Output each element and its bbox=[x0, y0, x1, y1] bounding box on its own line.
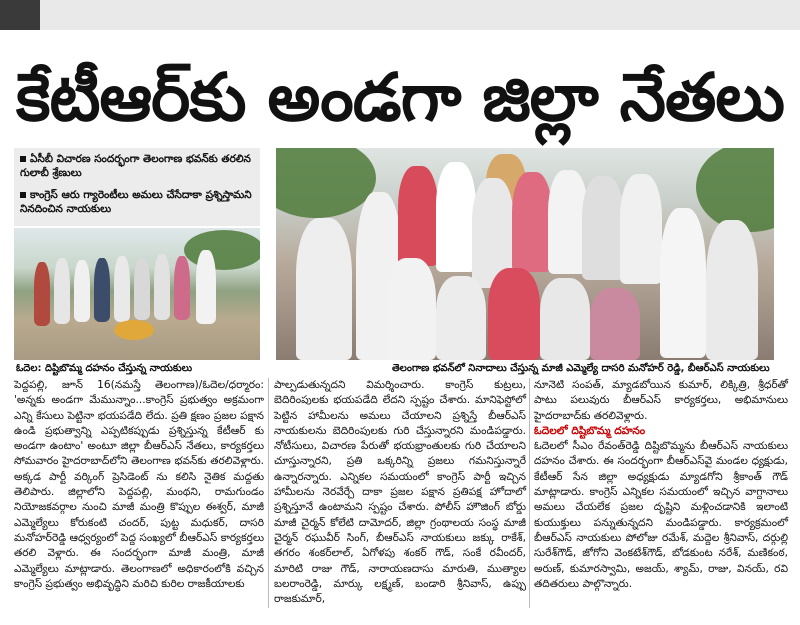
photo-telangana-bhavan bbox=[276, 148, 774, 360]
article-column-2: పాల్పడుతున్నదని విమర్శించారు. కాంగ్రెస్ కుట్రలు, బెదిరింపులకు భయపడేది లేదని స్పష్టం చేశారు. మానిఫెస్టోలో పెట్టిన హామీలను అమలు చేయాలని ప్రశ్నిస్తే బీఆర్ఎస్ నాయకులను బెదిరింపులకు గురి చేస్తున్నారని మండిపడ్డారు. నోటీసులు, విచారణ పేరుతో భయభ్రాంతులకు గురి చేయాలని చూస్తున్నారని, ప్రతి ఒక్కరిన్ని ప్రజలు గమనిస్తున్నారే ఉన్నారన్నారు. ఎన్నికల సమయంలో కాంగ్రెస్ పార్టీ ఇచ్చిన హామీలను నెరవేర్చే దాకా ప్రజల పక్షాన ప్రతిపక్ష హోదాలో ప్రశ్నిస్తూనే ఉంటామని స్పష్టం చేశారు. పోలీస్ హౌజింగ్ బోర్డు మాజీ చైర్మన్ కోలేటి దామోదర్, జిల్లా గ్రంథాలయ సంస్థ మాజీ చైర్మన్ రఘువీర్ సింగ్, బీఆర్ఎస్ నాయకులు జక్కు రాకేశ్, తగరం శంకర్‌లాల్, ఏగోళపు శంకర్ గౌడ్, సంకే రవీందర్, మారిటి రాజు గౌడ్, నారాయణదాసు మారుతి, ముత్యాల బలరాంరెడ్డి, మార్కు లక్ష్మణ్, బండారి శ్రీనివాస్, ఉప్పు రాజకుమార్, bbox=[274, 379, 526, 606]
photo-effigy-burning bbox=[14, 228, 260, 360]
highlight-text: కాంగ్రెస్ ఆరు గ్యారెంటీలు అమలు చేసేదాకా ప్రశ్నిస్తామని నినదించిన నాయకులు bbox=[20, 189, 252, 215]
photo-fire bbox=[114, 320, 154, 340]
photo-person bbox=[512, 172, 552, 272]
photo-person bbox=[620, 174, 662, 284]
photo-person bbox=[582, 176, 624, 280]
photo-person bbox=[34, 262, 50, 326]
subheading-effigy: ఓదెలలో దిష్టిబొమ్మ దహనం bbox=[534, 424, 646, 437]
photo-person bbox=[540, 278, 590, 360]
photo-person bbox=[114, 256, 130, 322]
photo-person bbox=[134, 258, 150, 320]
photo-person bbox=[54, 258, 70, 324]
photo-person bbox=[386, 258, 436, 360]
column-3-body: ఓదెలలో సీఎం రేవంత్‌రెడ్డి దిష్టిబొమ్మను బీఆర్ఎస్ నాయకులు దహనం చేశారు. ఈ సందర్భంగా బీఆర్ఎస్‌వై మండల ధ్యక్షుడు, కేటీఆర్ సేన జిల్లా అధ్యక్షుడు మ్యాడగోని శ్రీకాంత్ గౌడ్ మాట్లాడారు. కాంగ్రెస్ ఎన్నికల సమయంలో ఇచ్చిన వాగ్దానాలు అమలు చేయలేక ప్రజల దృష్టిని మళ్లించడానికి ఇలాంటి కుయుక్తులు పన్నుతున్నదని మండిపడ్డారు. కార్యక్రమంలో బీఆర్ఎస్ నాయకులు పోలోజు రమేశ్, మద్దెల శ్రీనివాస్, దర్గుల్లి సురేశ్‌గౌడ్, జోగోని వెంకటేశ్‌గౌడ్, బోడకుంట నరేశ్, మణికంఠ, అరుణ్, కుమారస్వామి, అజయ్, శ్యామ్, రాజు, వినయ్, రవి తదితరులు పాల్గొన్నారు. bbox=[534, 440, 788, 590]
top-strip bbox=[0, 0, 800, 38]
highlight-item bbox=[20, 152, 256, 180]
caption-main-photo: తెలంగాణ భవన్‌లో నినాదాలు చేస్తున్న మాజీ ఎమ్మెల్యే దాసరి మనోహర్ రెడ్డి, బీఆర్ఎస్ నాయకులు bbox=[388, 362, 774, 376]
photo-person bbox=[660, 208, 706, 358]
article-column-1: పెద్దపల్లి, జూన్ 16(నమస్తే తెలంగాణ)/ఓదెల/ధర్మారం: 'అన్నకు అండగా మేమున్నాం...కాంగ్రెస్ ప్రభుత్వం అక్రమంగా ఎన్ని కేసులు పెట్టినా భయపడేది లేదు. ప్రతి క్షణం ప్రజల పక్షాన ఉండి ప్రభుత్వాన్ని ఎప్పటికప్పుడు ప్రశ్నిస్తున్న కేటీఆర్ కు అండగా ఉంటాం' అంటూ జిల్లా బీఆర్ఎస్ నేతలు, కార్యకర్తలు సోమవారం హైదరాబాద్‌లోని తెలంగాణ భవన్‌కు తరలివెళ్లారు. అక్కడ పార్టీ వర్కింగ్ ప్రెసిడెంట్ ను కలిసి నైతిక మద్దతు తెలిపారు. జిల్లాలోని పెద్దపల్లి, మంథని, రామగుండం నియోజకవర్గాల నుంచి మాజీ మంత్రి కొప్పుల ఈశ్వర్, మాజీ ఎమ్మెల్యేలు కోరుకంటి చందర్, పుట్ట మధుకర్, దాసరి మనోహర్‌రెడ్డి ఆధ్వర్యంలో పెద్ద సంఖ్యలో బీఆర్ఎస్ కార్యకర్తలు తరలి వెళ్లారు. ఈ సందర్భంగా మాజీ మంత్రి, మాజీ ఎమ్మెల్యేలు మాట్లాడారు. తెలంగాణలో అధికారంలోకి వచ్చిన కాంగ్రెస్ ప్రభుత్వం అభివృద్ధిని మరిచి కురిల రాజకీయాలకు bbox=[14, 379, 264, 590]
photo-person bbox=[296, 218, 352, 360]
photo-person bbox=[196, 250, 216, 324]
column-divider bbox=[529, 378, 530, 608]
bullet-icon bbox=[20, 156, 26, 162]
headline: కేటీఆర్‌కు అండగా జిల్లా నేతలు bbox=[16, 59, 784, 136]
photo-tree bbox=[276, 148, 376, 218]
highlight-text: ఏసీబీ విచారణ సందర్భంగా తెలంగాణ భవన్‌కు తరలిన గులాబీ శ్రేణులు bbox=[20, 153, 251, 179]
photo-person bbox=[436, 162, 476, 272]
article-column-3 bbox=[534, 378, 788, 592]
caption-left-photo: ఓదెల: దిష్టిబొమ్మ దహనం చేస్తున్న నాయకులు bbox=[16, 363, 193, 374]
highlights-box bbox=[14, 148, 260, 226]
photo-tree bbox=[184, 230, 260, 270]
column-3-intro: నూనెటి సంపత్, మ్యాడబోయిన కుమార్, లిక్కిత్రి, శ్రీధర్‌తో పాటు పలువురు బీఆర్ఎస్ కార్యకర్తలు, అభిమానులు హైదరాబాద్‌కు తరలివెళ్లారు. bbox=[534, 379, 788, 422]
photo-person bbox=[488, 268, 540, 360]
photo-person bbox=[436, 276, 486, 360]
photo-person bbox=[74, 260, 90, 322]
highlight-item bbox=[20, 188, 256, 216]
top-strip-dark bbox=[0, 0, 40, 30]
photo-person bbox=[174, 256, 190, 320]
top-strip-band bbox=[40, 0, 800, 30]
bullet-icon bbox=[20, 192, 26, 198]
column-divider bbox=[268, 378, 269, 608]
photo-person bbox=[398, 166, 438, 266]
photo-person bbox=[94, 258, 110, 322]
photo-person bbox=[154, 254, 170, 320]
photo-person bbox=[590, 288, 640, 360]
photo-person bbox=[706, 220, 758, 360]
